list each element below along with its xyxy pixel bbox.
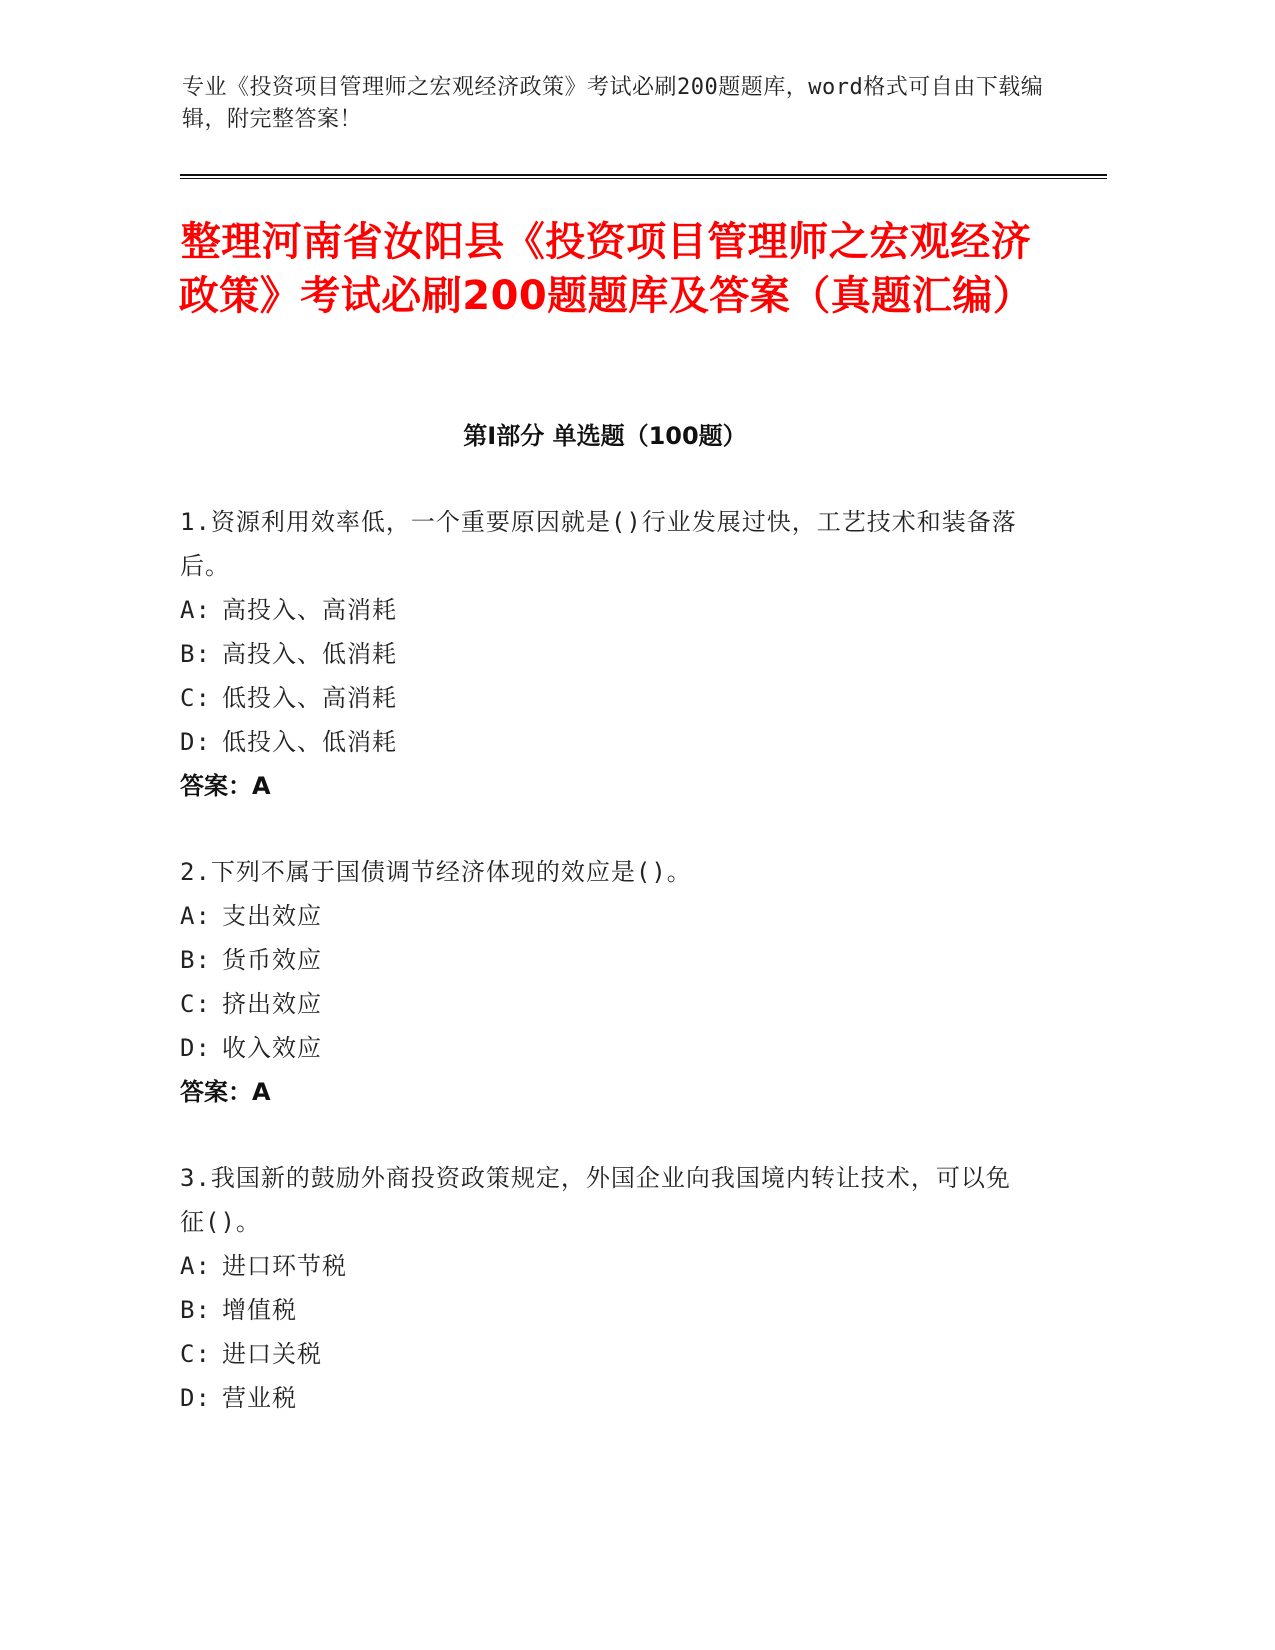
option-text: 进口关税 [222, 1340, 322, 1368]
header-note: 专业《投资项目管理师之宏观经济政策》考试必刷200题题库，word格式可自由下载编辑，附完整答案！ [182, 75, 1044, 132]
option-text: 收入效应 [222, 1034, 322, 1062]
option-text: 低投入、高消耗 [222, 684, 397, 712]
option-text: 增值税 [222, 1296, 297, 1324]
option-text: 高投入、低消耗 [222, 640, 397, 668]
option-text: 低投入、低消耗 [222, 728, 397, 756]
header-divider [180, 174, 1107, 179]
option-c [180, 676, 1030, 720]
question-stem: 1.资源利用效率低，一个重要原因就是()行业发展过快，工艺技术和装备落后。 [180, 508, 1017, 580]
option-a [180, 1244, 1030, 1288]
option-key: D: [180, 728, 211, 756]
section-heading: 第Ⅰ部分 单选题（100题） [463, 422, 747, 450]
answer-line [180, 1070, 1030, 1114]
option-text: 挤出效应 [222, 990, 322, 1018]
question-1 [180, 500, 1030, 808]
option-a [180, 588, 1030, 632]
option-key: C: [180, 684, 211, 712]
option-text: 支出效应 [222, 902, 322, 930]
option-c [180, 982, 1030, 1026]
option-d [180, 720, 1030, 764]
question-2 [180, 850, 1030, 1114]
answer-value: A [252, 1078, 271, 1106]
option-text: 高投入、高消耗 [222, 596, 397, 624]
option-d [180, 1376, 1030, 1420]
option-key: C: [180, 1340, 211, 1368]
question-3 [180, 1156, 1030, 1420]
option-key: B: [180, 946, 211, 974]
option-key: A: [180, 902, 211, 930]
option-key: B: [180, 640, 211, 668]
option-key: A: [180, 596, 211, 624]
option-c [180, 1332, 1030, 1376]
option-b [180, 632, 1030, 676]
option-key: D: [180, 1034, 211, 1062]
option-a [180, 894, 1030, 938]
answer-line [180, 764, 1030, 808]
answer-label: 答案： [180, 772, 252, 800]
option-key: C: [180, 990, 211, 1018]
option-b [180, 938, 1030, 982]
option-key: D: [180, 1384, 211, 1412]
document-title: 整理河南省汝阳县《投资项目管理师之宏观经济政策》考试必刷200题题库及答案（真题汇编） [178, 219, 1034, 319]
answer-label: 答案： [180, 1078, 252, 1106]
option-b [180, 1288, 1030, 1332]
option-text: 货币效应 [222, 946, 322, 974]
answer-value: A [252, 772, 271, 800]
question-list [180, 500, 1030, 1462]
question-stem: 2.下列不属于国债调节经济体现的效应是()。 [180, 858, 692, 886]
option-text: 营业税 [222, 1384, 297, 1412]
option-d [180, 1026, 1030, 1070]
option-key: A: [180, 1252, 211, 1280]
option-text: 进口环节税 [222, 1252, 347, 1280]
question-stem: 3.我国新的鼓励外商投资政策规定，外国企业向我国境内转让技术，可以免征()。 [180, 1164, 1011, 1236]
option-key: B: [180, 1296, 211, 1324]
